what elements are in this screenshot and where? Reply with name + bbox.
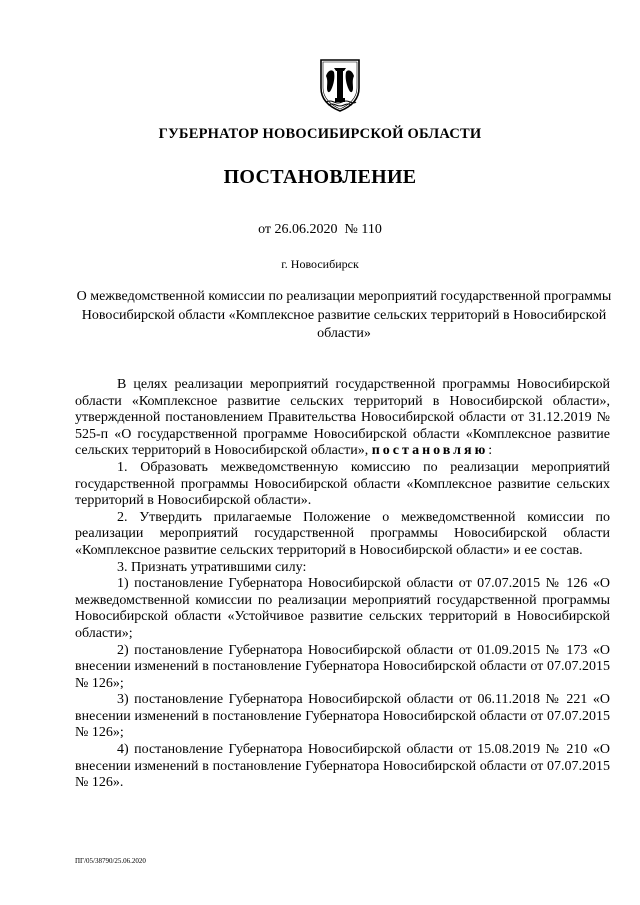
- coat-of-arms-icon: [318, 58, 362, 112]
- intro-paragraph: [75, 377, 610, 460]
- paragraph-3-item-1: 1) постановление Губернатора Новосибирской области от 07.07.2015 № 126 «О межведомственной комиссии по реализации мероприятий государственной программы Новосибирской области «Устойчивое развитие сельских территорий в Новосибирской области»;: [75, 576, 610, 641]
- paragraph-1: 1. Образовать межведомственную комиссию по реализации мероприятий государственной программы Новосибирской области «Комплексное развитие сельских территорий в Новосибирской области».: [75, 459, 610, 509]
- date-and-number: от 26.06.2020 № 110: [258, 222, 382, 237]
- intro-text: В целях реализации мероприятий государственной программы Новосибирской области «Комплексное развитие сельских территорий в Новосибирской области», утвержденной постановлением Правительства Новосибирской области от 31.12.2019 № 525-п «О государственной программе Новосибирской области «Комплексное развитие сельских территорий в Новосибирской области»,: [75, 377, 610, 459]
- issuing-authority: ГУБЕРНАТОР НОВОСИБИРСКОЙ ОБЛАСТИ: [158, 126, 482, 142]
- document-body: [75, 377, 610, 792]
- paragraph-3-item-2: 2) постановление Губернатора Новосибирской области от 01.09.2015 № 173 «О внесении изменений в постановление Губернатора Новосибирской области от 07.07.2015 № 126»;: [75, 642, 610, 691]
- paragraph-3: 3. Признать утратившими силу:: [117, 559, 307, 575]
- document-subject: О межведомственной комиссии по реализации мероприятий государственной программы Новосибирской области «Комплексное развитие сельских территорий в Новосибирской области»: [76, 289, 612, 341]
- document-code: ПГ/05/38790/25.06.2020: [75, 857, 146, 865]
- city: г. Новосибирск: [281, 257, 359, 271]
- intro-end: :: [488, 443, 493, 459]
- paragraph-3-item-4: 4) постановление Губернатора Новосибирской области от 15.08.2019 № 210 «О внесении изменений в постановление Губернатора Новосибирской области от 07.07.2015 № 126».: [75, 742, 610, 791]
- paragraph-3-item-3: 3) постановление Губернатора Новосибирской области от 06.11.2018 № 221 «О внесении изменений в постановление Губернатора Новосибирской области от 07.07.2015 № 126»;: [75, 692, 610, 741]
- decree-word: постановляю: [371, 443, 489, 459]
- document-type-title: ПОСТАНОВЛЕНИЕ: [223, 166, 417, 188]
- paragraph-2: 2. Утвердить прилагаемые Положение о межведомственной комиссии по реализации мероприятий государственной программы Новосибирской области «Комплексное развитие сельских территорий в Новосибирской области» и ее состав.: [75, 509, 610, 558]
